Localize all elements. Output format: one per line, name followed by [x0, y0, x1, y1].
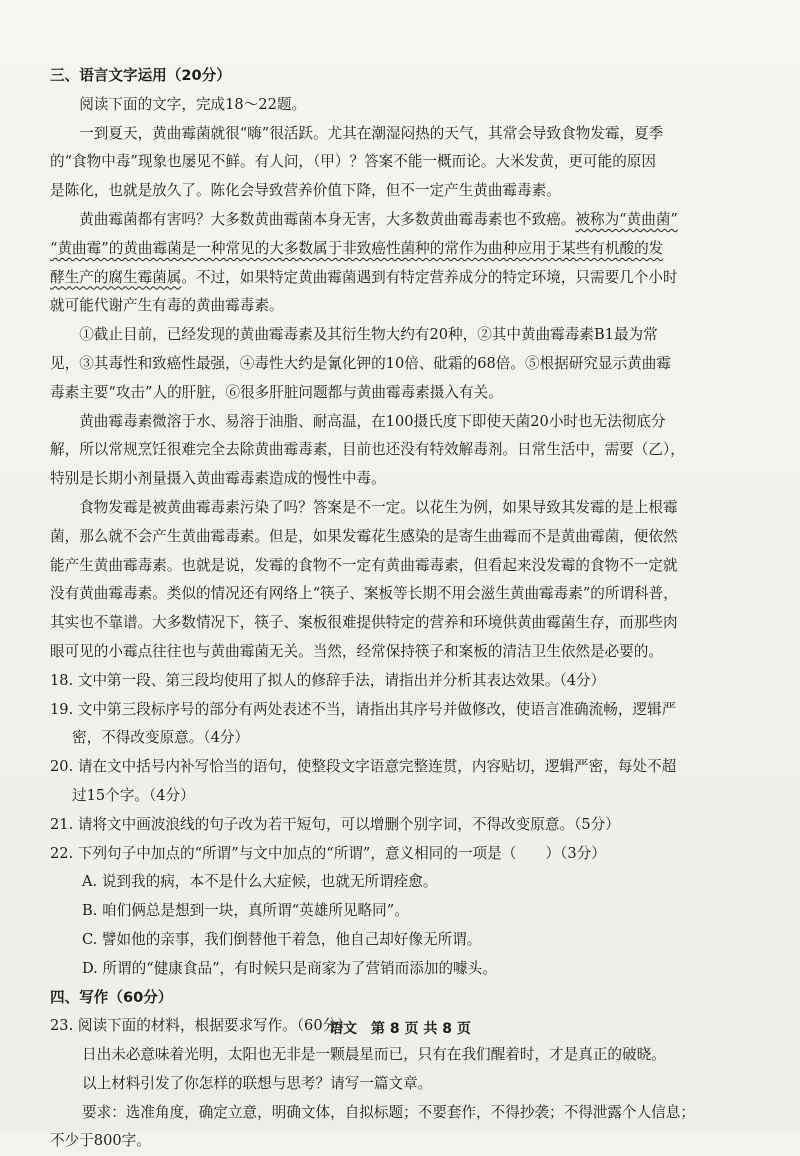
section4-title: 四、写作（60分）	[50, 988, 173, 1006]
passage-p3-line3: 毒素主要“攻击”人的肝脏，⑥很多肝脏问题都与黄曲霉毒素摄入有关。	[50, 383, 503, 401]
wavy-sentence-part1: 被称为“黄曲菌”	[575, 210, 678, 228]
page-footer: 语文 第 8 页 共 8 页	[329, 1021, 471, 1037]
wavy-sentence-part2: “黄曲霉”的黄曲霉菌是一种常见的大多数属于非致癌性菌种的常作为曲种应用于某些有机酸的发	[50, 239, 664, 257]
passage-p4-line1: 黄曲霉毒素微溶于水、易溶于油脂、耐高温，在100摄氏度下即使天菌20小时也无法彻底分	[79, 412, 666, 430]
writing-prompt: 以上材料引发了你怎样的联想与思考？请写一篇文章。	[82, 1074, 433, 1092]
question-20-cont: 过15个字。（4分）	[72, 786, 195, 804]
option-c: C. 譬如他的亲事，我们倒替他干着急，他自己却好像无所谓。	[82, 930, 482, 948]
passage-p3-line1: ①截止目前，已经发现的黄曲霉毒素及其衍生物大约有20种，②其中黄曲霉毒素B1最为常	[79, 326, 658, 344]
passage-p4-line3: 特别是长期小剂量摄入黄曲霉毒素造成的慢性中毒。	[50, 470, 386, 488]
passage-p2-line2	[50, 235, 758, 264]
writing-requirements-cont: 不少于800字。	[50, 1132, 151, 1150]
question-21: 21. 请将文中画波浪线的句子改为若干短句，可以增删个别字词，不得改变原意。（5分）	[50, 815, 620, 833]
passage-p2-line3	[50, 264, 758, 293]
passage-p2-text-cont: 。不过，如果特定黄曲霉菌遇到有特定营养成分的特定环境，只需要几个小时	[181, 268, 678, 286]
section3-title: 三、语言文字运用（20分）	[50, 67, 231, 84]
passage-p2-text: 黄曲霉菌都有害吗？大多数黄曲霉菌本身无害，大多数黄曲霉毒素也不致癌。	[79, 210, 576, 228]
question-22: 22. 下列句子中加点的“所谓”与文中加点的“所谓”，意义相同的一项是（ ）（3分）	[50, 844, 606, 862]
passage-p5-line4: 没有黄曲霉毒素。类似的情况还有网络上“筷子、案板等长期不用会滋生黄曲霉毒素”的所谓科普，	[50, 585, 678, 603]
passage-p1-line2: 的“食物中毒”现象也屡见不鲜。有人问，（甲）？答案不能一概而论。大米发黄，更可能的原因	[50, 153, 656, 171]
passage-p5-line3: 能产生黄曲霉毒素。也就是说，发霉的食物不一定有黄曲霉毒素，但看起来没发霉的食物不一定就	[50, 556, 678, 574]
question-19: 19. 文中第三段标序号的部分有两处表述不当，请指出其序号并做修改，使语言准确流畅，逻辑严	[50, 700, 677, 718]
passage-p4-line2: 解，所以常规烹饪很难完全去除黄曲霉毒素，目前也还没有特效解毒剂。日常生活中，需要（乙），	[50, 441, 685, 459]
passage-p1-line1: 一到夏天，黄曲霉菌就很“嗨”很活跃。尤其在潮湿闷热的天气，其常会导致食物发霉，夏季	[79, 124, 664, 142]
section3-intro: 阅读下面的文字，完成18～22题。	[79, 95, 307, 113]
question-18: 18. 文中第一段、第三段均使用了拟人的修辞手法，请指出并分析其表达效果。（4分）	[50, 671, 606, 689]
option-d: D. 所谓的“健康食品”，有时候只是商家为了营销而添加的噱头。	[82, 959, 497, 977]
writing-requirements: 要求：选准角度，确定立意，明确文体，自拟标题；不要套作，不得抄袭；不得泄露个人信息；	[82, 1103, 695, 1121]
question-20: 20. 请在文中括号内补写恰当的语句，使整段文字语意完整连贯，内容贴切，逻辑严密，每处不超	[50, 758, 677, 776]
passage-p5-line5: 其实也不靠谱。大多数情况下，筷子、案板很难提供特定的营养和环境供黄曲霉菌生存，而那些肉	[50, 614, 678, 632]
option-b: B. 咱们俩总是想到一块，真所谓“英雄所见略同”。	[82, 902, 409, 920]
page-content	[50, 62, 758, 1156]
passage-p1-line3: 是陈化，也就是放久了。陈化会导致营养价值下降，但不一定产生黄曲霉毒素。	[50, 182, 561, 200]
passage-p5-line6: 眼可见的小霉点往往也与黄曲霉菌无关。当然，经常保持筷子和案板的清洁卫生依然是必要的。	[50, 642, 663, 660]
question-23: 23. 阅读下面的材料，根据要求写作。（60分）	[50, 1017, 352, 1035]
question-19-cont: 密，不得改变原意。（4分）	[72, 729, 250, 747]
passage-p5-line1: 食物发霉是被黄曲霉毒素污染了吗？答案是不一定。以花生为例，如果导致其发霉的是上根霉	[79, 498, 678, 516]
option-a: A. 说到我的病，本不是什么大症候，也就无所谓痊愈。	[82, 873, 438, 891]
passage-p5-line2: 菌，那么就不会产生黄曲霉毒素。但是，如果发霉花生感染的是寄生曲霉而不是黄曲霉菌，便依然	[50, 527, 678, 545]
wavy-sentence-part3: 酵生产的腐生霉菌属	[50, 268, 182, 286]
writing-material: 日出未必意味着光明，太阳也无非是一颗晨星而已，只有在我们醒着时，才是真正的破晓。	[82, 1046, 666, 1064]
passage-p2-line4: 就可能代谢产生有毒的黄曲霉毒素。	[50, 297, 284, 315]
passage-p2-line1	[50, 206, 758, 235]
passage-p3-line2: 见，③其毒性和致癌性最强，④毒性大约是氰化钾的10倍、砒霜的68倍。⑤根据研究显示黄曲霉	[50, 354, 671, 372]
